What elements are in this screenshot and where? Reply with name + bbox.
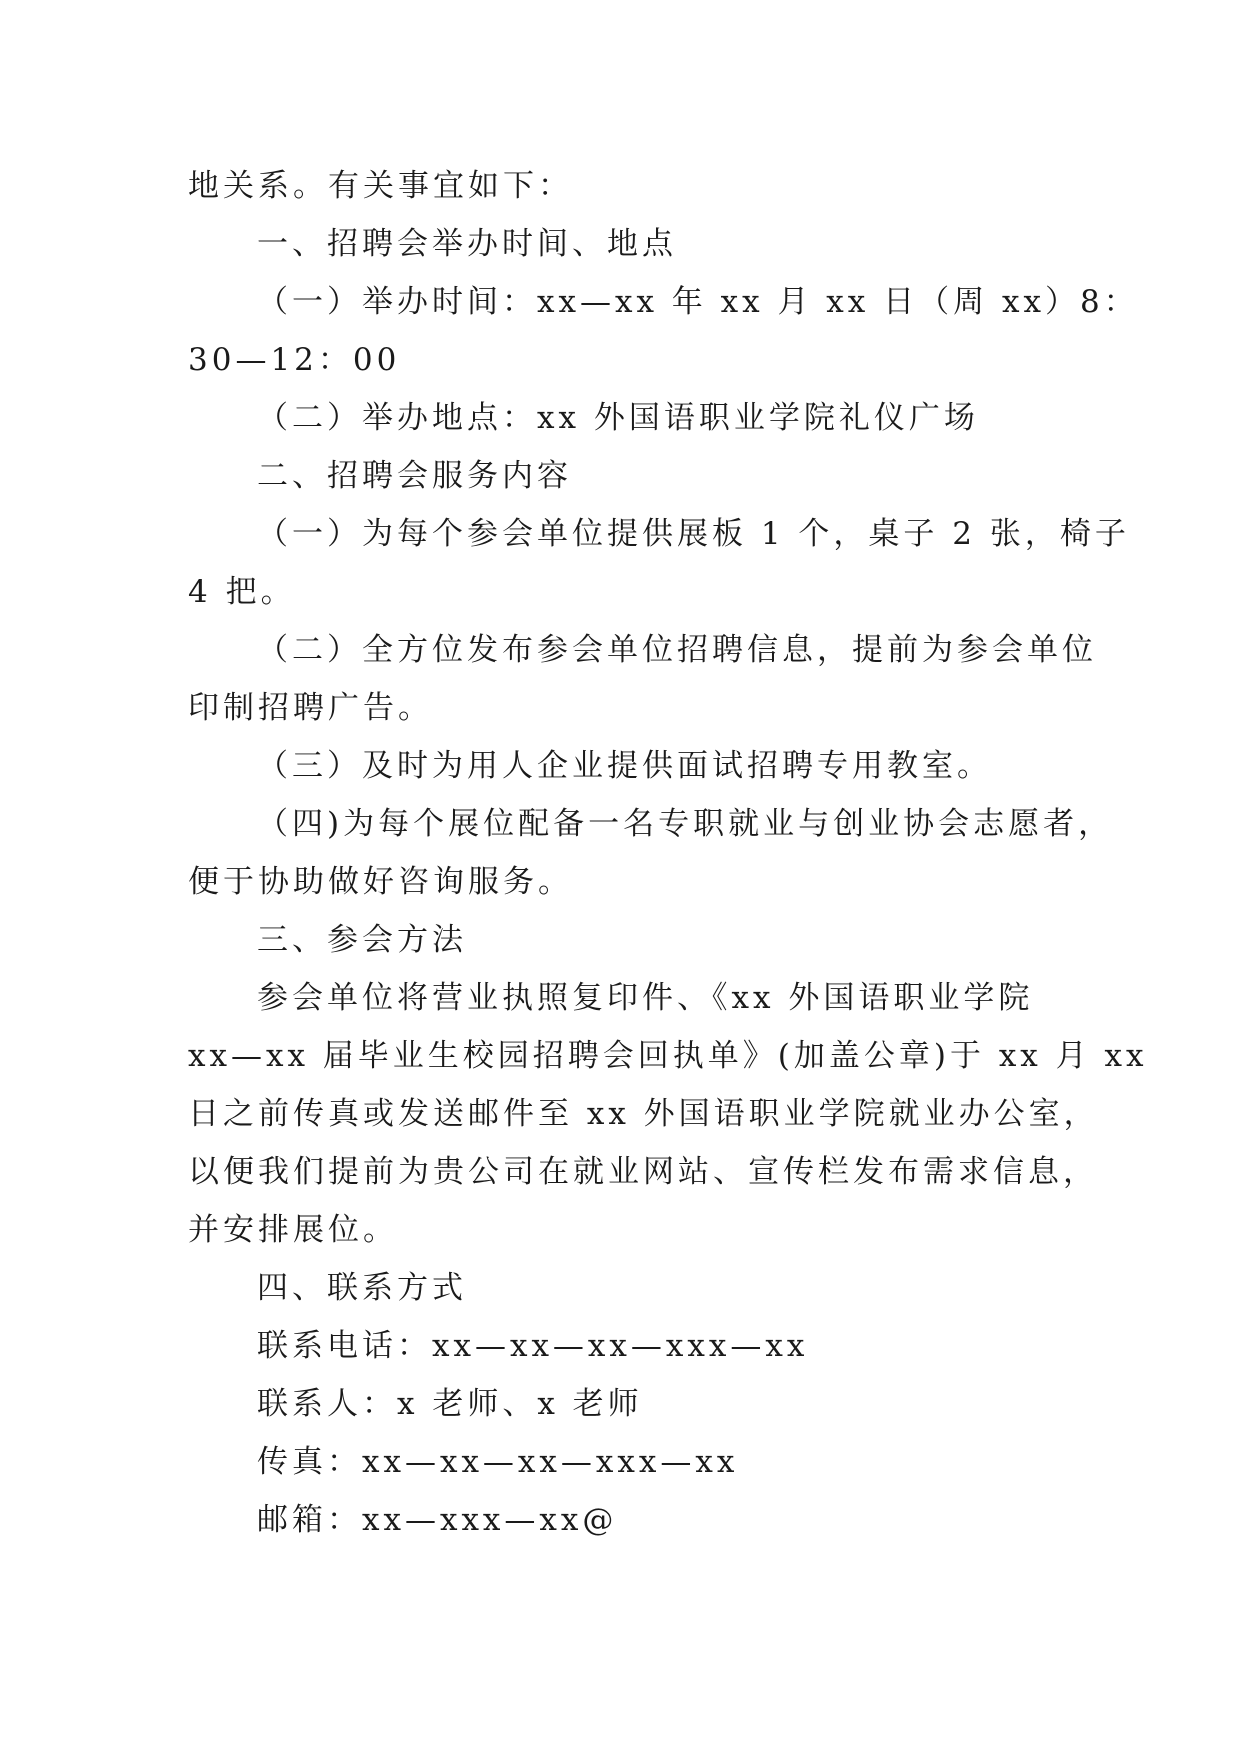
contact-phone: 联系电话：xx—xx—xx—xxx—xx bbox=[257, 1328, 809, 1364]
section-heading: 二、招聘会服务内容 bbox=[257, 458, 572, 494]
contact-fax: 传真：xx—xx—xx—xxx—xx bbox=[257, 1444, 739, 1480]
paragraph-line: （一）举办时间：xx—xx 年 xx 月 xx 日（周 xx）8： bbox=[257, 284, 1139, 320]
paragraph-line: （二）全方位发布参会单位招聘信息，提前为参会单位 bbox=[257, 632, 1097, 668]
paragraph-line: （三）及时为用人企业提供面试招聘专用教室。 bbox=[257, 748, 992, 784]
paragraph-line: 参会单位将营业执照复印件、《xx 外国语职业学院 bbox=[257, 980, 1034, 1016]
paragraph-line: xx—xx 届毕业生校园招聘会回执单》(加盖公章)于 xx 月 xx bbox=[188, 1038, 1148, 1074]
section-heading: 四、联系方式 bbox=[257, 1270, 467, 1306]
section-heading: 一、招聘会举办时间、地点 bbox=[257, 226, 677, 262]
paragraph-line: 印制招聘广告。 bbox=[188, 690, 433, 726]
contact-email: 邮箱：xx—xxx—xx@ bbox=[257, 1502, 618, 1538]
paragraph-line: 日之前传真或发送邮件至 xx 外国语职业学院就业办公室， bbox=[188, 1096, 1099, 1132]
paragraph-line: 地关系。有关事宜如下： bbox=[188, 168, 573, 204]
paragraph-line: 4 把。 bbox=[188, 574, 296, 610]
section-heading: 三、参会方法 bbox=[257, 922, 467, 958]
paragraph-line: 以便我们提前为贵公司在就业网站、宣传栏发布需求信息， bbox=[188, 1154, 1098, 1190]
paragraph-line: （四)为每个展位配备一名专职就业与创业协会志愿者， bbox=[257, 806, 1114, 842]
paragraph-line: 30—12：00 bbox=[188, 342, 401, 378]
paragraph-line: （一）为每个参会单位提供展板 1 个，桌子 2 张，椅子 bbox=[257, 516, 1130, 552]
contact-person: 联系人：x 老师、x 老师 bbox=[257, 1386, 643, 1422]
paragraph-line: 便于协助做好咨询服务。 bbox=[188, 864, 573, 900]
paragraph-line: （二）举办地点：xx 外国语职业学院礼仪广场 bbox=[257, 400, 979, 436]
paragraph-line: 并安排展位。 bbox=[188, 1212, 398, 1248]
